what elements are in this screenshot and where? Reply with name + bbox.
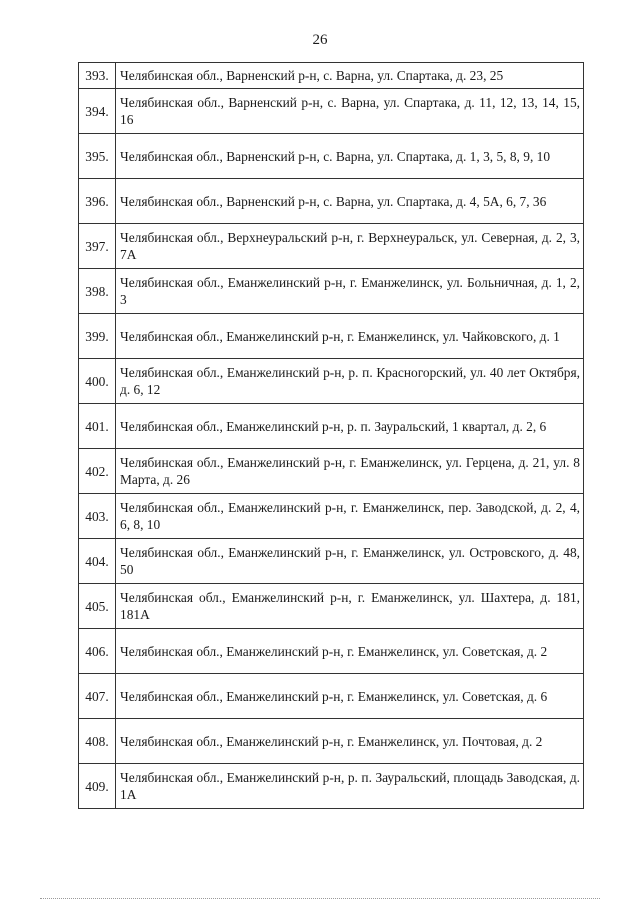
row-address: Челябинская обл., Еманжелинский р-н, р. п. Красногорский, ул. 40 лет Октября, д. 6, 12 xyxy=(116,359,584,404)
row-address: Челябинская обл., Еманжелинский р-н, р. п. Зауральский, площадь Заводская, д. 1А xyxy=(116,764,584,809)
row-address: Челябинская обл., Верхнеуральский р-н, г. Верхнеуральск, ул. Северная, д. 2, 3, 7А xyxy=(116,224,584,269)
table-row xyxy=(79,764,584,809)
address-table xyxy=(78,62,584,809)
table-row xyxy=(79,269,584,314)
row-address: Челябинская обл., Еманжелинский р-н, г. Еманжелинск, ул. Советская, д. 2 xyxy=(116,629,584,674)
row-number: 400. xyxy=(79,359,116,404)
page-number: 26 xyxy=(312,32,328,48)
row-number: 406. xyxy=(79,629,116,674)
table-row xyxy=(79,584,584,629)
row-number: 396. xyxy=(79,179,116,224)
row-address: Челябинская обл., Еманжелинский р-н, г. Еманжелинск, ул. Шахтера, д. 181, 181А xyxy=(116,584,584,629)
table-row xyxy=(79,63,584,89)
row-number: 394. xyxy=(79,89,116,134)
table-row xyxy=(79,719,584,764)
row-number: 407. xyxy=(79,674,116,719)
row-number: 398. xyxy=(79,269,116,314)
table-row xyxy=(79,224,584,269)
row-address: Челябинская обл., Еманжелинский р-н, г. Еманжелинск, ул. Герцена, д. 21, ул. 8 Марта, д. 26 xyxy=(116,449,584,494)
row-address: Челябинская обл., Еманжелинский р-н, г. Еманжелинск, ул. Больничная, д. 1, 2, 3 xyxy=(116,269,584,314)
row-address: Челябинская обл., Еманжелинский р-н, г. Еманжелинск, пер. Заводской, д. 2, 4, 6, 8, 10 xyxy=(116,494,584,539)
table-row xyxy=(79,314,584,359)
row-number: 403. xyxy=(79,494,116,539)
row-number: 404. xyxy=(79,539,116,584)
row-number: 409. xyxy=(79,764,116,809)
row-address: Челябинская обл., Варненский р-н, с. Варна, ул. Спартака, д. 23, 25 xyxy=(116,63,584,89)
table-row xyxy=(79,89,584,134)
row-address: Челябинская обл., Еманжелинский р-н, г. Еманжелинск, ул. Почтовая, д. 2 xyxy=(116,719,584,764)
row-address: Челябинская обл., Еманжелинский р-н, р. п. Зауральский, 1 квартал, д. 2, 6 xyxy=(116,404,584,449)
row-address: Челябинская обл., Еманжелинский р-н, г. Еманжелинск, ул. Советская, д. 6 xyxy=(116,674,584,719)
table-row xyxy=(79,539,584,584)
row-number: 395. xyxy=(79,134,116,179)
row-number: 408. xyxy=(79,719,116,764)
row-address: Челябинская обл., Варненский р-н, с. Варна, ул. Спартака, д. 11, 12, 13, 14, 15, 16 xyxy=(116,89,584,134)
row-number: 401. xyxy=(79,404,116,449)
table-row xyxy=(79,359,584,404)
table-row xyxy=(79,179,584,224)
table-row xyxy=(79,674,584,719)
row-number: 405. xyxy=(79,584,116,629)
row-number: 402. xyxy=(79,449,116,494)
table-row xyxy=(79,134,584,179)
table-row xyxy=(79,494,584,539)
row-address: Челябинская обл., Еманжелинский р-н, г. Еманжелинск, ул. Чайковского, д. 1 xyxy=(116,314,584,359)
table-row xyxy=(79,629,584,674)
row-number: 399. xyxy=(79,314,116,359)
row-address: Челябинская обл., Варненский р-н, с. Варна, ул. Спартака, д. 1, 3, 5, 8, 9, 10 xyxy=(116,134,584,179)
row-number: 393. xyxy=(79,63,116,89)
row-number: 397. xyxy=(79,224,116,269)
row-address: Челябинская обл., Еманжелинский р-н, г. Еманжелинск, ул. Островского, д. 48, 50 xyxy=(116,539,584,584)
row-address: Челябинская обл., Варненский р-н, с. Варна, ул. Спартака, д. 4, 5А, 6, 7, 36 xyxy=(116,179,584,224)
bottom-divider xyxy=(40,898,600,899)
table-row xyxy=(79,404,584,449)
table-row xyxy=(79,449,584,494)
